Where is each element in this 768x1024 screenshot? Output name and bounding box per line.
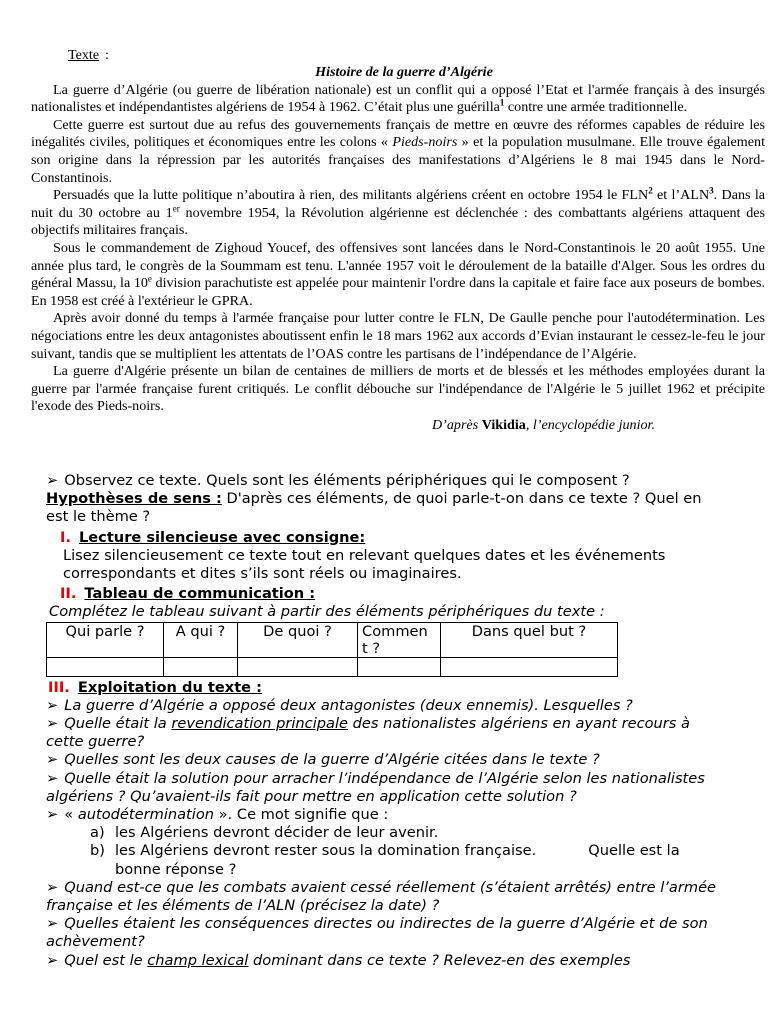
question-5: ➢ « autodétermination ». Ce mot signifie que : (46, 806, 389, 824)
header-dans-quel-but: Dans quel but ? (441, 622, 618, 657)
arrow-bullet-icon: ➢ (46, 751, 59, 769)
section-2-instruction: Complétez le tableau suivant à partir des éléments périphériques du texte : (49, 603, 605, 621)
communication-table (46, 622, 618, 677)
question-8: ➢ Quel est le champ lexical dominant dans ce texte ? Relevez-en des exemples (46, 951, 631, 969)
option-a: a) les Algériens devront décider de leur avenir. (90, 824, 439, 842)
table-cell[interactable] (47, 657, 164, 676)
question-6: ➢ Quand est-ce que les combats avaient cessé réellement (s’étaient arrêtés) entre l’armée française et les éléments de l’ALN (précisez la date) ? (46, 878, 717, 915)
table-cell[interactable] (164, 657, 238, 676)
paragraph-5: Après avoir donné du temps à l'armée française pour lutter contre le FLN, De Gaulle penche pour l'autodétermination. Les négociations entre les deux antagonistes aboutissent enfin le 18 mars 1962 aux accords d’Evian instaurant le cessez-le-feu le jour suivant, tandis que se multiplient les attentats de l’OAS contre les partisans de l’indépendance de l’Algérie. (31, 310, 765, 362)
question-3: ➢ Quelles sont les deux causes de la guerre d’Algérie citées dans le texte ? (46, 751, 600, 769)
header-a-qui: A qui ? (164, 622, 238, 657)
table-cell[interactable] (441, 657, 618, 676)
table-row (47, 657, 618, 676)
paragraph-2: Cette guerre est surtout due au refus des gouvernements français de mettre en œuvre des réformes capables de réduire les inégalités civiles, politiques et économiques entre les colons « Pieds-noirs » et la population musulmane. Elle trouve également son origine dans la répression par les autorités françaises des manifestations d’Algériens le 8 mai 1945 dans le Nord-Constantinois. (31, 116, 765, 186)
text-block (31, 47, 765, 434)
observe-question: ➢ Observez ce texte. Quels sont les éléments périphériques qui le composent ? (46, 472, 630, 489)
question-1: ➢ La guerre d’Algérie a opposé deux antagonistes (deux ennemis). Lesquelles ? (46, 696, 633, 714)
document-title: Histoire de la guerre d’Algérie (315, 64, 493, 80)
arrow-bullet-icon: ➢ (46, 806, 59, 824)
section-3-heading: III. Exploitation du texte : (48, 678, 262, 696)
paragraph-1: La guerre d’Algérie (ou guerre de libération nationale) est un conflit qui a opposé l’Etat et l'armée français à des insurgés nationalistes et indépendantistes algériens de 1954 à 1962. C’était plus une guérilla$^1$ contre une armée traditionnelle. (31, 81, 765, 116)
table-cell[interactable] (358, 657, 441, 676)
header-comment: Commen t ? (358, 622, 441, 657)
section-2-heading: II. Tableau de communication : (60, 585, 316, 603)
section-1-instruction: Lisez silencieusement ce texte tout en relevant quelques dates et les événements correspondants et dites s’ils sont réels ou imaginaires. (63, 546, 666, 583)
arrow-bullet-icon: ➢ (46, 915, 59, 933)
answer-options (46, 824, 726, 879)
text-label-suffix: : (105, 47, 109, 63)
question-4: ➢ Quelle était la solution pour arracher l’indépendance de l’Algérie selon les nationalistes algériens ? Qu’avaient-ils fait pour mettre en application cette solution ? (46, 769, 705, 805)
header-qui-parle: Qui parle ? (47, 622, 164, 657)
table-header-row (47, 622, 618, 657)
arrow-bullet-icon: ➢ (46, 769, 59, 787)
arrow-bullet-icon: ➢ (46, 951, 59, 969)
section-1-heading: I. Lecture silencieuse avec consigne: (60, 528, 366, 546)
text-label: Texte (68, 47, 100, 63)
question-7: ➢ Quelles étaient les conséquences directes ou indirectes de la guerre d’Algérie et de son achèvement? (46, 915, 708, 951)
arrow-bullet-icon: ➢ (46, 696, 59, 714)
arrow-bullet-icon: ➢ (46, 472, 59, 489)
question-2: ➢ Quelle était la revendication principale des nationalistes algériens en ayant recours à cette guerre? (46, 715, 690, 751)
header-de-quoi: De quoi ? (238, 622, 358, 657)
arrow-bullet-icon: ➢ (46, 878, 59, 896)
option-b: b) les Algériens devront rester sous la domination française. Quelle est la bonne réponse ? (90, 842, 680, 878)
table-cell[interactable] (238, 657, 358, 676)
activities (46, 472, 726, 970)
paragraph-4: Sous le commandement de Zighoud Youcef, des offensives sont lancées dans le Nord-Constantinois le 20 août 1955. Une année plus tard, le congrès de la Soummam est tenu. L'année 1957 voit le déroulement de la bataille d'Alger. Sous les ordres du général Massu, la 10e division parachutiste est appelée pour maintenir l'ordre dans la capitale et faire face aux poseurs de bombes. En 1958 est créé à l'extérieur le GPRA. (31, 239, 765, 309)
arrow-bullet-icon: ➢ (46, 715, 59, 733)
paragraph-6: La guerre d'Algérie présente un bilan de centaines de milliers de morts et de blessés et les méthodes employées durant la guerre par l'armée française furent critiqués. Le conflit débouche sur l'indépendance de l'Algérie le 5 juillet 1962 et précipite l'exode des Pieds-noirs. (31, 363, 765, 415)
paragraph-3: Persuadés que la lutte politique n’aboutira à rien, des militants algériens créent en octobre 1954 le FLN$^2$ et l’ALN$^3$. Dans la nuit du 30 octobre au 1er novembre 1954, la Révolution algérienne est déclenchée : des combattants algériens attaquent des objectifs militaires français. (31, 185, 765, 239)
attribution: D’après Vikidia, l’encyclopédie junior. (431, 416, 655, 433)
hypotheses: Hypothèses de sens : D'après ces éléments, de quoi parle-t-on dans ce texte ? Quel en est le thème ? (46, 490, 702, 526)
